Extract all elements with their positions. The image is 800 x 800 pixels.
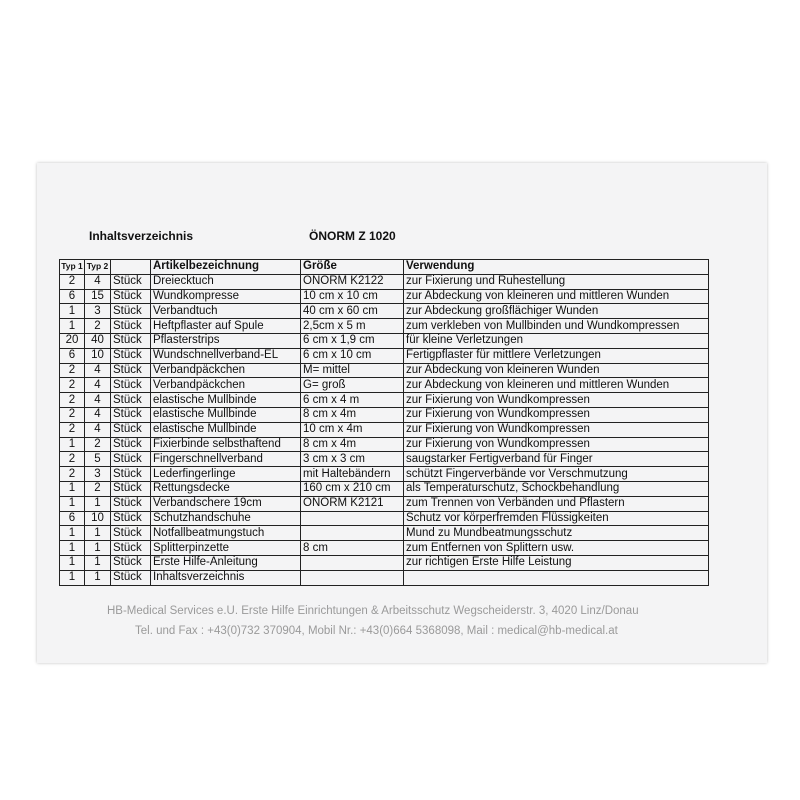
cell-typ1: 1 [60,437,85,452]
cell-typ2: 4 [85,422,111,437]
cell-typ1: 1 [60,496,85,511]
cell-unit: Stück [111,422,151,437]
cell-typ2: 1 [85,541,111,556]
table-row [60,407,709,422]
cell-unit: Stück [111,541,151,556]
header-typ1: Typ 1 [60,260,85,275]
cell-usage: als Temperaturschutz, Schockbehandlung [404,481,709,496]
cell-size: ÖNORM K2121 [301,496,404,511]
table-row [60,570,709,585]
table-row [60,496,709,511]
cell-typ1: 1 [60,304,85,319]
cell-size: 6 cm x 10 cm [301,348,404,363]
cell-size: M= mittel [301,363,404,378]
cell-size: ÖNORM K2122 [301,274,404,289]
cell-usage: Mund zu Mundbeatmungsschutz [404,526,709,541]
table-header-row [60,260,709,275]
cell-usage: zur Abdeckung von kleineren und mittleren Wunden [404,289,709,304]
cell-article: Rettungsdecke [151,481,301,496]
table-row [60,526,709,541]
cell-typ1: 1 [60,555,85,570]
cell-unit: Stück [111,393,151,408]
cell-typ2: 15 [85,289,111,304]
cell-typ1: 2 [60,378,85,393]
cell-unit: Stück [111,289,151,304]
cell-article: Verbandtuch [151,304,301,319]
cell-usage: zur Abdeckung großflächiger Wunden [404,304,709,319]
cell-article: Verbandpäckchen [151,378,301,393]
cell-typ2: 5 [85,452,111,467]
cell-usage: zur Abdeckung von kleineren und mittleren Wunden [404,378,709,393]
cell-size: 3 cm x 3 cm [301,452,404,467]
cell-usage: zur Fixierung von Wundkompressen [404,393,709,408]
table-row [60,511,709,526]
cell-typ1: 1 [60,570,85,585]
cell-usage: zur Fixierung von Wundkompressen [404,407,709,422]
cell-article: Wundkompresse [151,289,301,304]
footer-company-line: HB-Medical Services e.U. Erste Hilfe Einrichtungen & Arbeitsschutz Wegscheiderstr. 3, 4020 Linz/Donau [107,605,639,617]
cell-usage: zum Trennen von Verbänden und Pflastern [404,496,709,511]
cell-typ1: 6 [60,289,85,304]
table-row [60,541,709,556]
cell-unit: Stück [111,496,151,511]
cell-article: Splitterpinzette [151,541,301,556]
cell-unit: Stück [111,407,151,422]
cell-article: Schutzhandschuhe [151,511,301,526]
cell-size: 8 cm x 4m [301,407,404,422]
cell-article: Lederfingerlinge [151,467,301,482]
table-row [60,481,709,496]
cell-unit: Stück [111,555,151,570]
cell-typ2: 10 [85,511,111,526]
cell-typ2: 1 [85,570,111,585]
table-row [60,393,709,408]
header-article: Artikelbezeichnung [151,260,301,275]
cell-typ1: 1 [60,541,85,556]
table-body [60,274,709,585]
table-row [60,274,709,289]
cell-usage: saugstarker Fertigverband für Finger [404,452,709,467]
cell-typ1: 20 [60,333,85,348]
table-row [60,555,709,570]
cell-article: Inhaltsverzeichnis [151,570,301,585]
cell-unit: Stück [111,452,151,467]
cell-typ1: 2 [60,363,85,378]
cell-size: mit Haltebändern [301,467,404,482]
footer-contact-line: Tel. und Fax : +43(0)732 370904, Mobil Nr.: +43(0)664 5368098, Mail : medical@hb-medical.at [135,625,618,637]
cell-size [301,511,404,526]
inventory-card [37,163,767,663]
table-row [60,437,709,452]
cell-unit: Stück [111,363,151,378]
cell-typ2: 2 [85,437,111,452]
standard-label: ÖNORM Z 1020 [309,229,396,243]
table-row [60,422,709,437]
cell-usage: zur richtigen Erste Hilfe Leistung [404,555,709,570]
cell-size [301,555,404,570]
cell-size: G= groß [301,378,404,393]
table-row [60,363,709,378]
header-size: Größe [301,260,404,275]
cell-size: 6 cm x 4 m [301,393,404,408]
cell-typ2: 4 [85,378,111,393]
table-row [60,304,709,319]
cell-usage: zur Abdeckung von kleineren Wunden [404,363,709,378]
cell-article: elastische Mullbinde [151,407,301,422]
cell-article: Fingerschnellverband [151,452,301,467]
cell-typ1: 2 [60,407,85,422]
cell-typ1: 2 [60,274,85,289]
cell-size: 40 cm x 60 cm [301,304,404,319]
cell-typ1: 6 [60,348,85,363]
cell-article: elastische Mullbinde [151,393,301,408]
cell-typ1: 6 [60,511,85,526]
cell-usage [404,570,709,585]
cell-size: 6 cm x 1,9 cm [301,333,404,348]
cell-unit: Stück [111,274,151,289]
cell-typ2: 1 [85,496,111,511]
header-typ2: Typ 2 [85,260,111,275]
cell-article: Erste Hilfe-Anleitung [151,555,301,570]
cell-typ2: 4 [85,274,111,289]
cell-usage: zum Entfernen von Splittern usw. [404,541,709,556]
table-row [60,289,709,304]
cell-usage: Fertigpflaster für mittlere Verletzungen [404,348,709,363]
cell-article: Verbandschere 19cm [151,496,301,511]
table-row [60,333,709,348]
cell-unit: Stück [111,304,151,319]
cell-article: Notfallbeatmungstuch [151,526,301,541]
table-row [60,378,709,393]
cell-unit: Stück [111,378,151,393]
cell-unit: Stück [111,333,151,348]
cell-size: 8 cm x 4m [301,437,404,452]
cell-typ2: 2 [85,481,111,496]
cell-typ2: 40 [85,333,111,348]
cell-usage: zum verkleben von Mullbinden und Wundkompressen [404,319,709,334]
cell-unit: Stück [111,467,151,482]
cell-unit: Stück [111,319,151,334]
cell-typ1: 1 [60,319,85,334]
cell-typ2: 4 [85,363,111,378]
cell-article: elastische Mullbinde [151,422,301,437]
cell-typ2: 4 [85,393,111,408]
table-row [60,467,709,482]
cell-usage: für kleine Verletzungen [404,333,709,348]
cell-usage: zur Fixierung und Ruhestellung [404,274,709,289]
cell-unit: Stück [111,511,151,526]
cell-usage: schützt Fingerverbände vor Verschmutzung [404,467,709,482]
cell-typ2: 2 [85,319,111,334]
cell-size: 10 cm x 4m [301,422,404,437]
header-usage: Verwendung [404,260,709,275]
cell-unit: Stück [111,570,151,585]
cell-unit: Stück [111,481,151,496]
cell-typ1: 1 [60,526,85,541]
cell-article: Fixierbinde selbsthaftend [151,437,301,452]
cell-article: Wundschnellverband-EL [151,348,301,363]
cell-article: Verbandpäckchen [151,363,301,378]
inventory-table [59,259,709,586]
cell-article: Pflasterstrips [151,333,301,348]
table-row [60,348,709,363]
cell-size: 2,5cm x 5 m [301,319,404,334]
cell-typ1: 2 [60,467,85,482]
cell-typ2: 3 [85,467,111,482]
cell-typ2: 10 [85,348,111,363]
cell-size: 160 cm x 210 cm [301,481,404,496]
cell-typ2: 4 [85,407,111,422]
cell-typ1: 1 [60,481,85,496]
cell-article: Heftpflaster auf Spule [151,319,301,334]
cell-size [301,570,404,585]
cell-typ1: 2 [60,422,85,437]
table-row [60,319,709,334]
cell-usage: zur Fixierung von Wundkompressen [404,422,709,437]
document-title: Inhaltsverzeichnis [89,229,194,243]
cell-article: Dreiecktuch [151,274,301,289]
cell-size [301,526,404,541]
cell-size: 8 cm [301,541,404,556]
table-row [60,452,709,467]
cell-unit: Stück [111,526,151,541]
cell-typ2: 1 [85,555,111,570]
cell-unit: Stück [111,437,151,452]
cell-typ2: 3 [85,304,111,319]
cell-usage: zur Fixierung von Wundkompressen [404,437,709,452]
cell-typ1: 2 [60,452,85,467]
cell-typ1: 2 [60,393,85,408]
cell-usage: Schutz vor körperfremden Flüssigkeiten [404,511,709,526]
header-unit [111,260,151,275]
cell-typ2: 1 [85,526,111,541]
cell-unit: Stück [111,348,151,363]
cell-size: 10 cm x 10 cm [301,289,404,304]
